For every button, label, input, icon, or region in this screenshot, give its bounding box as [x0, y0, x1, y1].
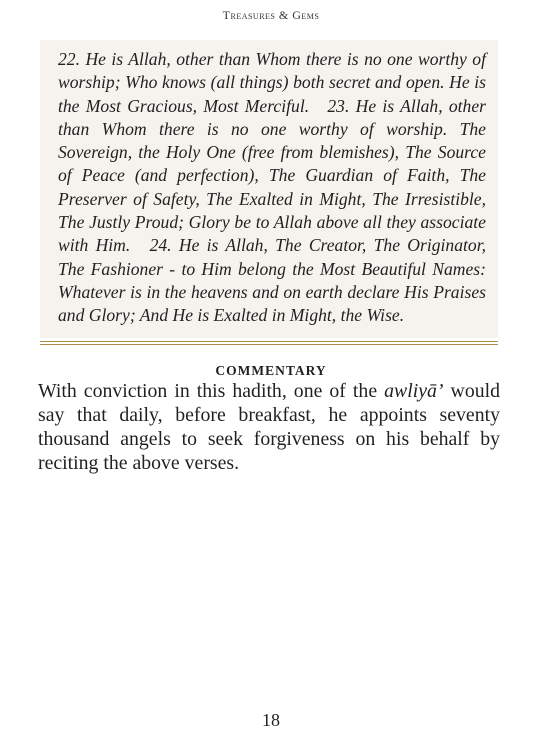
commentary-heading: COMMENTARY: [215, 363, 327, 378]
double-rule-top: [40, 341, 498, 342]
verse-23-text: He is Allah, other than Whom there is no one worthy of worship. The Sovereign, the Holy One (free from blemishes), The Source of Peace (and perfection), The Guardian of Faith, The Preserver of Safety, The Exalted in Might, The Irresistible, The Justly Proud; Glory be to Allah above all they associate with Him.: [58, 95, 486, 256]
commentary-paragraph: [38, 379, 500, 475]
running-head: Treasures & Gems: [222, 8, 320, 22]
verse-24-number: 24.: [149, 235, 172, 256]
verse-24-text: He is Allah, The Creator, The Originator, The Fashioner - to Him belong the Most Beautiful Names: Whatever is in the heavens and on earth declare His Praises and Glory; And He is Exalted in Might, the Wise.: [58, 235, 486, 326]
verse-23-number: 23.: [327, 95, 350, 116]
double-rule-bottom: [40, 344, 498, 345]
verse-22-number: 22.: [58, 49, 80, 69]
verse-paragraph: [58, 48, 486, 328]
verse-box: [40, 40, 498, 338]
commentary-text-before: With conviction in this hadith, one of the: [38, 380, 378, 402]
page-number: 18: [262, 710, 280, 730]
commentary-text-after: would say that daily, before breakfast, he appoints seventy thousand angels to seek forgiveness on his behalf by reciting the above verses.: [38, 380, 500, 474]
commentary-emphasis: awliyā’: [384, 380, 444, 402]
verse-22-text: He is Allah, other than Whom there is no one worthy of worship; Who knows (all things) both secret and open. He is the Most Gracious, Most Merciful.: [58, 49, 486, 116]
